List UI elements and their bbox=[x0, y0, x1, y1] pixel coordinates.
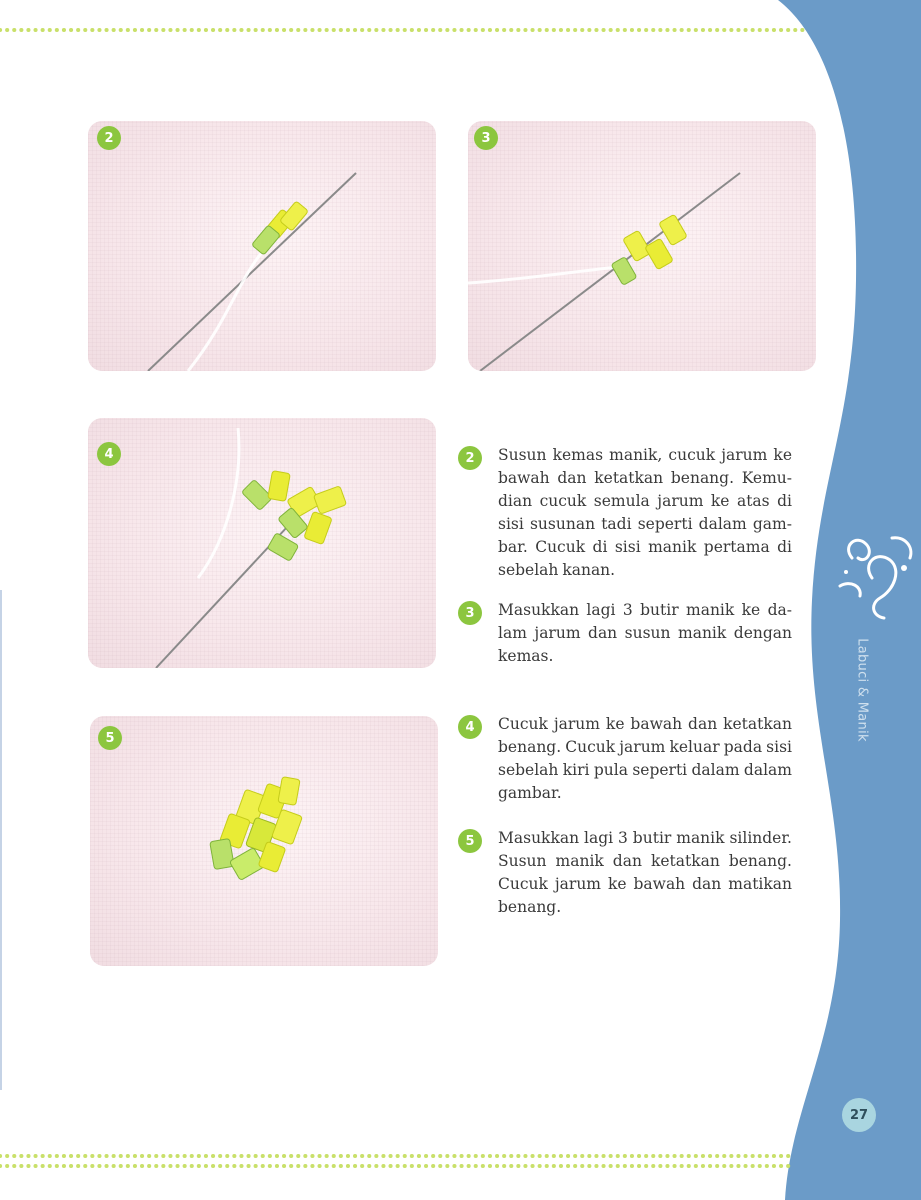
photo-badge: 4 bbox=[97, 442, 121, 466]
photo-step-4 bbox=[88, 418, 436, 668]
section-side-label: Labuci & Manik bbox=[854, 638, 870, 742]
photo-badge: 2 bbox=[97, 126, 121, 150]
step-text: Masukkan lagi 3 butir manik silinder. Susun manik dan ketatkan benang. Cucuk jarum ke bawah dan matikan benang. bbox=[498, 829, 792, 916]
beading-photo-illustration bbox=[88, 121, 436, 371]
flourish-ornament-icon bbox=[832, 528, 920, 624]
page-number: 27 bbox=[842, 1098, 876, 1132]
left-edge-line bbox=[0, 590, 2, 1090]
beading-photo-illustration bbox=[468, 121, 816, 371]
step-number-badge: 2 bbox=[458, 446, 482, 470]
photo-step-5 bbox=[90, 716, 438, 966]
step-text: Susun kemas manik, cucuk jarum ke bawah dan ketatkan benang. Kemu-dian cucuk semula jarum ke atas di sisi susunan tadi seperti dalam gam-bar. Cucuk di sisi manik pertama di sebelah kanan. bbox=[498, 446, 792, 579]
instruction-step-5 bbox=[458, 827, 792, 919]
photo-badge: 5 bbox=[98, 726, 122, 750]
beading-photo-illustration bbox=[88, 418, 436, 668]
photo-step-2 bbox=[88, 121, 436, 371]
instruction-step-2 bbox=[458, 444, 792, 582]
beading-photo-illustration bbox=[90, 716, 438, 966]
instruction-step-3 bbox=[458, 599, 792, 668]
step-text: Cucuk jarum ke bawah dan ketatkan benang. Cucuk jarum keluar pada sisi sebelah kiri pula seperti dalam dalam gambar. bbox=[498, 715, 792, 802]
step-number-badge: 4 bbox=[458, 715, 482, 739]
photo-step-3 bbox=[468, 121, 816, 371]
step-number-badge: 3 bbox=[458, 601, 482, 625]
step-text: Masukkan lagi 3 butir manik ke da-lam jarum dan susun manik dengan kemas. bbox=[498, 601, 792, 665]
photo-badge: 3 bbox=[474, 126, 498, 150]
step-number-badge: 5 bbox=[458, 829, 482, 853]
instruction-step-4 bbox=[458, 713, 792, 805]
